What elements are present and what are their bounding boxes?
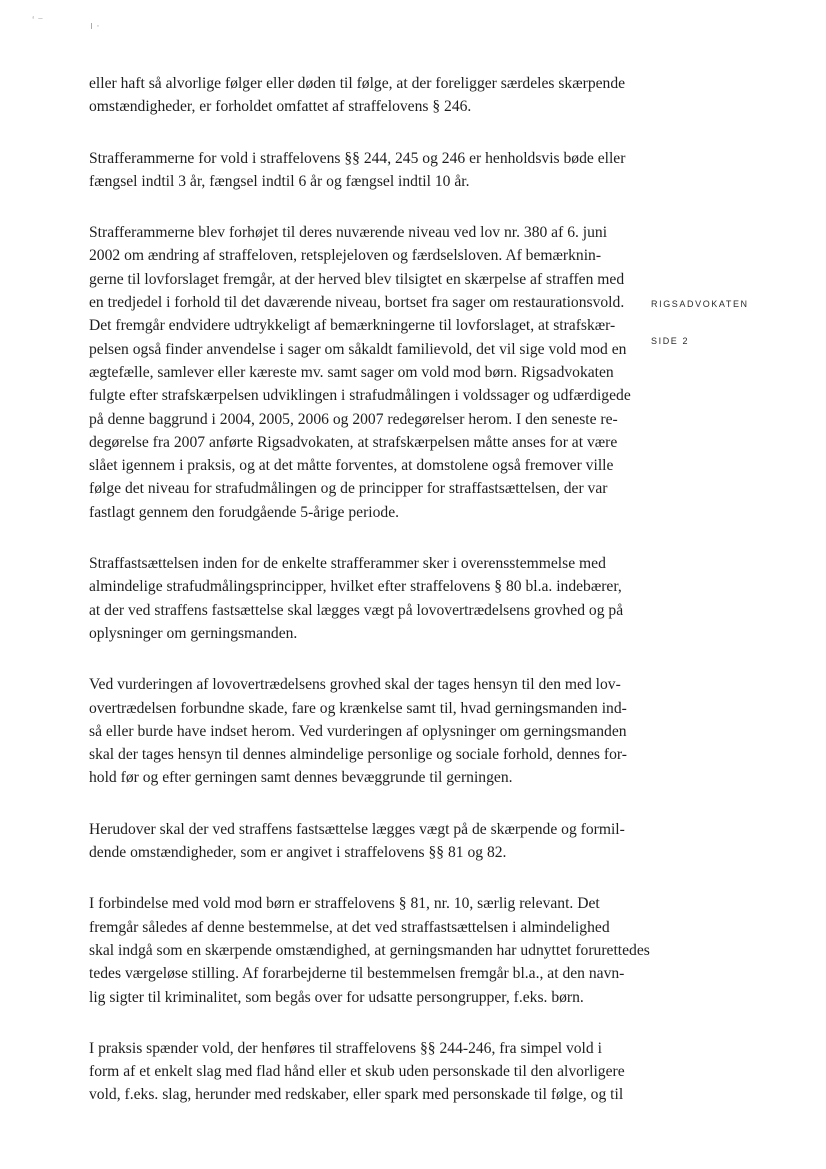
text-line: fremgår således af denne bestemmelse, at det ved straffastsættelsen i almindelighed bbox=[89, 918, 610, 936]
text-line: eller haft så alvorlige følger eller døden til følge, at der foreligger særdeles skærpende bbox=[89, 75, 626, 92]
text-line: Strafferammerne blev forhøjet til deres nuværende niveau ved lov nr. 380 af 6. juni bbox=[89, 224, 608, 242]
text-line: form af et enkelt slag med flad hånd eller et skub uden personskade til den alvorligere bbox=[89, 1063, 625, 1081]
text-line: pelsen også finder anvendelse i sager om såkaldt familievold, det vil sige vold mod en bbox=[89, 340, 627, 358]
text-line: I praksis spænder vold, der henføres til straffelovens §§ 244-246, fra simpel vold i bbox=[89, 1039, 602, 1057]
text-line: fængsel indtil 3 år, fængsel indtil 6 år og fængsel indtil 10 år. bbox=[89, 172, 470, 190]
text-line: skal indgå som en skærpende omstændighed, at gerningsmanden har udnyttet forurettedes bbox=[89, 941, 650, 959]
text-line: degørelse fra 2007 anførte Rigsadvokaten, at strafskærpelsen måtte anses for at være bbox=[89, 433, 618, 451]
text-line: oplysninger om gerningsmanden. bbox=[89, 624, 298, 642]
paragraph bbox=[89, 673, 632, 789]
text-line: fulgte efter strafskærpelsen udviklingen i strafudmålingen i voldssager og udfærdigede bbox=[89, 387, 631, 405]
text-line: overtrædelsen forbundne skade, fare og krænkelse samt til, hvad gerningsmanden ind- bbox=[89, 699, 627, 717]
text-line: 2002 om ændring af straffeloven, retsplejeloven og færdselsloven. Af bemærknin- bbox=[89, 247, 602, 265]
text-line: Strafferammerne for vold i straffelovens §§ 244, 245 og 246 er henholdsvis bøde eller bbox=[89, 149, 626, 167]
document-body bbox=[89, 72, 650, 1135]
text-line: ægtefælle, samlever eller kæreste mv. samt sager om vold mod børn. Rigsadvokaten bbox=[89, 363, 614, 381]
text-line: at der ved straffens fastsættelse skal lægges vægt på lovovertrædelsens grovhed og på bbox=[89, 601, 624, 619]
text-line: dende omstændigheder, som er angivet i straffelovens §§ 81 og 82. bbox=[89, 844, 507, 862]
text-line: I forbindelse med vold mod børn er straffelovens § 81, nr. 10, særlig relevant. Det bbox=[89, 895, 600, 913]
text-line: fastlagt gennem den forudgående 5-årige periode. bbox=[89, 503, 400, 521]
paragraph bbox=[89, 1037, 632, 1107]
paragraph bbox=[89, 72, 632, 119]
paragraph bbox=[89, 147, 632, 194]
paragraph bbox=[89, 552, 632, 645]
text-line: omstændigheder, er forholdet omfattet af straffelovens § 246. bbox=[89, 98, 472, 116]
text-line: en tredjedel i forhold til det daværende niveau, bortset fra sager om restaurationsvold. bbox=[89, 294, 625, 312]
text-line: lig sigter til kriminalitet, som begås over for udsatte persongrupper, f.eks. børn. bbox=[89, 988, 584, 1006]
organization-label: RIGSADVOKATEN bbox=[651, 299, 749, 309]
paragraph bbox=[89, 892, 650, 1008]
text-line: Ved vurderingen af lovovertrædelsens grovhed skal der tages hensyn til den med lov- bbox=[89, 676, 621, 694]
text-line: på denne baggrund i 2004, 2005, 2006 og 2007 redegørelser herom. I den seneste re- bbox=[89, 410, 618, 428]
text-line: hold før og efter gerningen samt dennes bevæggrunde til gerningen. bbox=[89, 769, 513, 787]
text-line: vold, f.eks. slag, herunder med redskaber, eller spark med personskade til følge, og til bbox=[89, 1086, 624, 1104]
page-number: SIDE 2 bbox=[651, 336, 690, 346]
text-line: Herudover skal der ved straffens fastsættelse lægges vægt på de skærpende og formil- bbox=[89, 820, 625, 838]
text-line: skal der tages hensyn til dennes almindelige personlige og sociale forhold, dennes for- bbox=[89, 746, 627, 764]
text-line: almindelige strafudmålingsprincipper, hvilket efter straffelovens § 80 bl.a. indebærer, bbox=[89, 578, 622, 596]
text-line: Straffastsættelsen inden for de enkelte strafferammer sker i overensstemmelse med bbox=[89, 555, 606, 573]
text-line: så eller burde have indset herom. Ved vurderingen af oplysninger om gerningsmanden bbox=[89, 722, 627, 740]
paragraph bbox=[89, 818, 632, 865]
text-line: følge det niveau for strafudmålingen og de principper for straffastsættelsen, der var bbox=[89, 480, 608, 498]
paragraph bbox=[89, 221, 632, 524]
text-line: gerne til lovforslaget fremgår, at der herved blev tilsigtet en skærpelse af straffen med bbox=[89, 270, 625, 288]
scan-artifact: ı · bbox=[90, 20, 100, 32]
text-line: slået igennem i praksis, og at det måtte forventes, at domstolene også fremover ville bbox=[89, 457, 614, 475]
text-line: Det fremgår endvidere udtrykkeligt af bemærkningerne til lovforslaget, at strafskær- bbox=[89, 317, 616, 335]
text-line: tedes værgeløse stilling. Af forarbejderne til bestemmelsen fremgår bl.a., at den navn- bbox=[89, 965, 625, 983]
scan-artifact: ʻ ⁻ bbox=[32, 15, 44, 27]
